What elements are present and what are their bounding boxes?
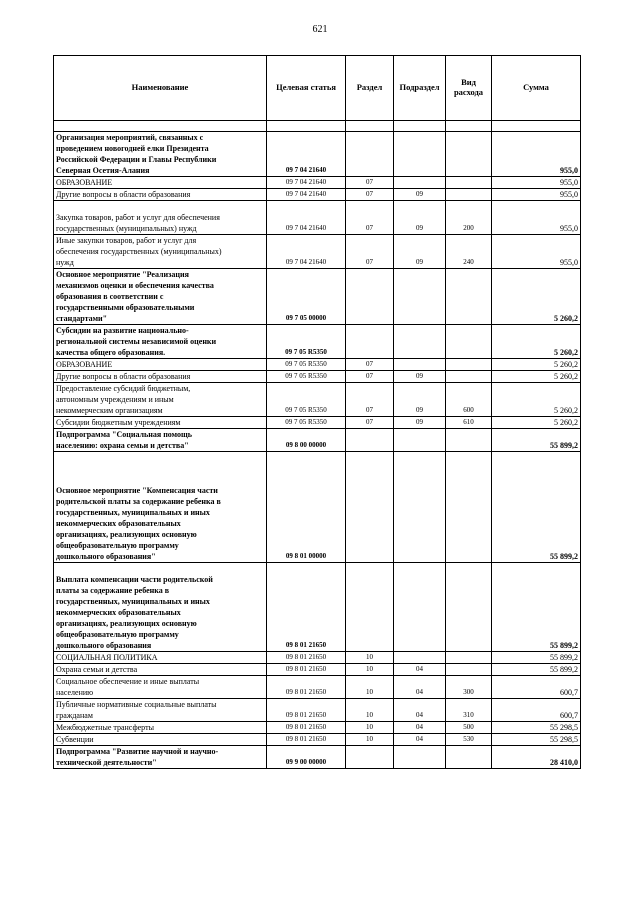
table-row — [54, 235, 581, 269]
cell-expense-type — [446, 452, 492, 563]
cell-amount: 955,0 — [492, 201, 581, 235]
cell-name: Субвенции — [54, 734, 267, 746]
cell-target: 09 7 04 21640 — [267, 189, 346, 201]
cell-expense-type — [446, 189, 492, 201]
cell-section: 10 — [346, 652, 394, 664]
cell-amount: 5 260,2 — [492, 383, 581, 417]
cell-section: 07 — [346, 189, 394, 201]
cell-name: Подпрограмма "Социальная помощь населению: охрана семьи и детства" — [54, 429, 267, 452]
cell-amount: 955,0 — [492, 132, 581, 177]
table-row — [54, 429, 581, 452]
table-row — [54, 325, 581, 359]
cell-subsection: 09 — [394, 189, 446, 201]
cell-amount: 5 260,2 — [492, 417, 581, 429]
cell-expense-type — [446, 429, 492, 452]
cell-amount: 600,7 — [492, 699, 581, 722]
cell-expense-type: 240 — [446, 235, 492, 269]
cell-subsection — [394, 325, 446, 359]
cell-amount: 5 260,2 — [492, 359, 581, 371]
cell-section — [346, 325, 394, 359]
table-row — [54, 746, 581, 769]
cell-target: 09 7 05 R5350 — [267, 417, 346, 429]
cell-subsection: 04 — [394, 722, 446, 734]
cell-section: 07 — [346, 383, 394, 417]
cell-section — [346, 269, 394, 325]
cell-target: 09 8 01 21650 — [267, 676, 346, 699]
cell-section: 07 — [346, 371, 394, 383]
cell-name: СОЦИАЛЬНАЯ ПОЛИТИКА — [54, 652, 267, 664]
cell-name: Социальное обеспечение и иные выплаты населению — [54, 676, 267, 699]
cell-target: 09 7 04 21640 — [267, 132, 346, 177]
cell-expense-type: 500 — [446, 722, 492, 734]
table-row — [54, 201, 581, 235]
cell-name: ОБРАЗОВАНИЕ — [54, 177, 267, 189]
table-body — [54, 132, 581, 769]
cell-target: 09 7 05 R5350 — [267, 325, 346, 359]
table-row — [54, 417, 581, 429]
table-row — [54, 452, 581, 563]
table-row — [54, 563, 581, 652]
cell-name: Организация мероприятий, связанных с проведением новогодней елки Президента Российской Федерации и Главы Республики Северная Осетия-Алания — [54, 132, 267, 177]
cell-expense-type — [446, 359, 492, 371]
header-row — [54, 56, 581, 121]
cell-section: 10 — [346, 734, 394, 746]
cell-target: 09 8 01 21650 — [267, 664, 346, 676]
cell-subsection: 09 — [394, 371, 446, 383]
cell-amount: 600,7 — [492, 676, 581, 699]
cell-amount: 55 298,5 — [492, 722, 581, 734]
cell-target: 09 7 05 00000 — [267, 269, 346, 325]
cell-amount: 955,0 — [492, 189, 581, 201]
cell-section — [346, 452, 394, 563]
cell-name: Другие вопросы в области образования — [54, 371, 267, 383]
cell-target: 09 7 04 21640 — [267, 177, 346, 189]
header-name: Наименование — [54, 56, 267, 121]
table-row — [54, 383, 581, 417]
cell-expense-type — [446, 371, 492, 383]
cell-section: 10 — [346, 664, 394, 676]
cell-amount: 28 410,0 — [492, 746, 581, 769]
cell-subsection — [394, 652, 446, 664]
cell-amount: 55 899,2 — [492, 652, 581, 664]
page-number: 621 — [312, 24, 328, 35]
cell-name: Основное мероприятие "Компенсация части родительской платы за содержание ребенка в государственных, муниципальных и иных некоммерческих образовательных организациях, реализующих основную общеобразовательную программу дошкольного образования" — [54, 452, 267, 563]
cell-name: Публичные нормативные социальные выплаты гражданам — [54, 699, 267, 722]
cell-subsection: 04 — [394, 676, 446, 699]
cell-name: Закупка товаров, работ и услуг для обеспечения государственных (муниципальных) нужд — [54, 201, 267, 235]
cell-amount: 955,0 — [492, 177, 581, 189]
cell-expense-type — [446, 652, 492, 664]
cell-section: 07 — [346, 417, 394, 429]
header-subsection: Подраздел — [394, 56, 446, 121]
table-row — [54, 676, 581, 699]
cell-subsection — [394, 746, 446, 769]
cell-amount: 55 899,2 — [492, 452, 581, 563]
cell-subsection: 04 — [394, 699, 446, 722]
cell-amount: 5 260,2 — [492, 269, 581, 325]
cell-amount: 955,0 — [492, 235, 581, 269]
cell-amount: 55 899,2 — [492, 664, 581, 676]
cell-section: 07 — [346, 177, 394, 189]
cell-name: Субсидии на развитие национально- региональной системы независимой оценки качества общего образования. — [54, 325, 267, 359]
table-row — [54, 132, 581, 177]
cell-subsection — [394, 269, 446, 325]
cell-amount: 55 899,2 — [492, 429, 581, 452]
cell-name: Другие вопросы в области образования — [54, 189, 267, 201]
cell-subsection — [394, 429, 446, 452]
cell-target: 09 8 01 21650 — [267, 563, 346, 652]
cell-target: 09 8 00 00000 — [267, 429, 346, 452]
cell-subsection — [394, 359, 446, 371]
cell-section — [346, 132, 394, 177]
table-row — [54, 722, 581, 734]
cell-section: 10 — [346, 722, 394, 734]
cell-expense-type — [446, 177, 492, 189]
cell-name: Основное мероприятие "Реализация механизмов оценки и обеспечения качества образования в соответствии с государственными образовательными стандартами" — [54, 269, 267, 325]
cell-target: 09 7 04 21640 — [267, 235, 346, 269]
cell-subsection — [394, 563, 446, 652]
cell-name: ОБРАЗОВАНИЕ — [54, 359, 267, 371]
table-row — [54, 699, 581, 722]
cell-subsection: 09 — [394, 201, 446, 235]
cell-expense-type — [446, 563, 492, 652]
header-target: Целевая статья — [267, 56, 346, 121]
cell-section: 07 — [346, 201, 394, 235]
cell-target: 09 8 01 21650 — [267, 722, 346, 734]
cell-name: Субсидии бюджетным учреждениям — [54, 417, 267, 429]
cell-target: 09 7 04 21640 — [267, 201, 346, 235]
cell-expense-type — [446, 746, 492, 769]
cell-expense-type: 600 — [446, 383, 492, 417]
cell-subsection: 04 — [394, 734, 446, 746]
cell-name: Подпрограмма "Развитие научной и научно- технической деятельности" — [54, 746, 267, 769]
header-section: Раздел — [346, 56, 394, 121]
header-expense-type: Вид расхода — [446, 56, 492, 121]
cell-name: Иные закупки товаров, работ и услуг для обеспечения государственных (муниципальных) нужд — [54, 235, 267, 269]
table-row — [54, 371, 581, 383]
table-row — [54, 734, 581, 746]
cell-section: 10 — [346, 699, 394, 722]
cell-name: Охрана семьи и детства — [54, 664, 267, 676]
table-row — [54, 652, 581, 664]
cell-subsection — [394, 177, 446, 189]
cell-target: 09 8 01 21650 — [267, 734, 346, 746]
table-row — [54, 664, 581, 676]
cell-name: Предоставление субсидий бюджетным, автономным учреждениям и иным некоммерческим организациям — [54, 383, 267, 417]
cell-subsection — [394, 132, 446, 177]
cell-expense-type: 310 — [446, 699, 492, 722]
cell-target: 09 8 01 21650 — [267, 652, 346, 664]
cell-subsection: 09 — [394, 383, 446, 417]
header-amount: Сумма — [492, 56, 581, 121]
cell-target: 09 8 01 21650 — [267, 699, 346, 722]
cell-name: Выплата компенсации части родительской платы за содержание ребенка в государственных, муниципальных и иных некоммерческих образовательных организациях, реализующих основную общеобразовательную программу дошкольного образования — [54, 563, 267, 652]
cell-expense-type: 200 — [446, 201, 492, 235]
cell-section: 10 — [346, 676, 394, 699]
cell-amount: 5 260,2 — [492, 325, 581, 359]
cell-section — [346, 429, 394, 452]
cell-target: 09 7 05 R5350 — [267, 383, 346, 417]
cell-expense-type: 610 — [446, 417, 492, 429]
cell-expense-type — [446, 132, 492, 177]
cell-expense-type — [446, 325, 492, 359]
cell-expense-type: 300 — [446, 676, 492, 699]
cell-target: 09 8 01 00000 — [267, 452, 346, 563]
cell-subsection: 09 — [394, 417, 446, 429]
cell-expense-type: 530 — [446, 734, 492, 746]
cell-subsection: 04 — [394, 664, 446, 676]
cell-amount: 55 899,2 — [492, 563, 581, 652]
cell-section: 07 — [346, 235, 394, 269]
budget-table — [53, 55, 581, 769]
table-row — [54, 189, 581, 201]
table-row — [54, 359, 581, 371]
cell-subsection — [394, 452, 446, 563]
cell-target: 09 9 00 00000 — [267, 746, 346, 769]
cell-section: 07 — [346, 359, 394, 371]
cell-amount: 55 298,5 — [492, 734, 581, 746]
cell-expense-type — [446, 664, 492, 676]
cell-expense-type — [446, 269, 492, 325]
cell-subsection: 09 — [394, 235, 446, 269]
table-row — [54, 269, 581, 325]
cell-section — [346, 746, 394, 769]
cell-amount: 5 260,2 — [492, 371, 581, 383]
cell-target: 09 7 05 R5350 — [267, 359, 346, 371]
spacer-row — [54, 121, 581, 132]
cell-target: 09 7 05 R5350 — [267, 371, 346, 383]
table-row — [54, 177, 581, 189]
cell-section — [346, 563, 394, 652]
cell-name: Межбюджетные трансферты — [54, 722, 267, 734]
